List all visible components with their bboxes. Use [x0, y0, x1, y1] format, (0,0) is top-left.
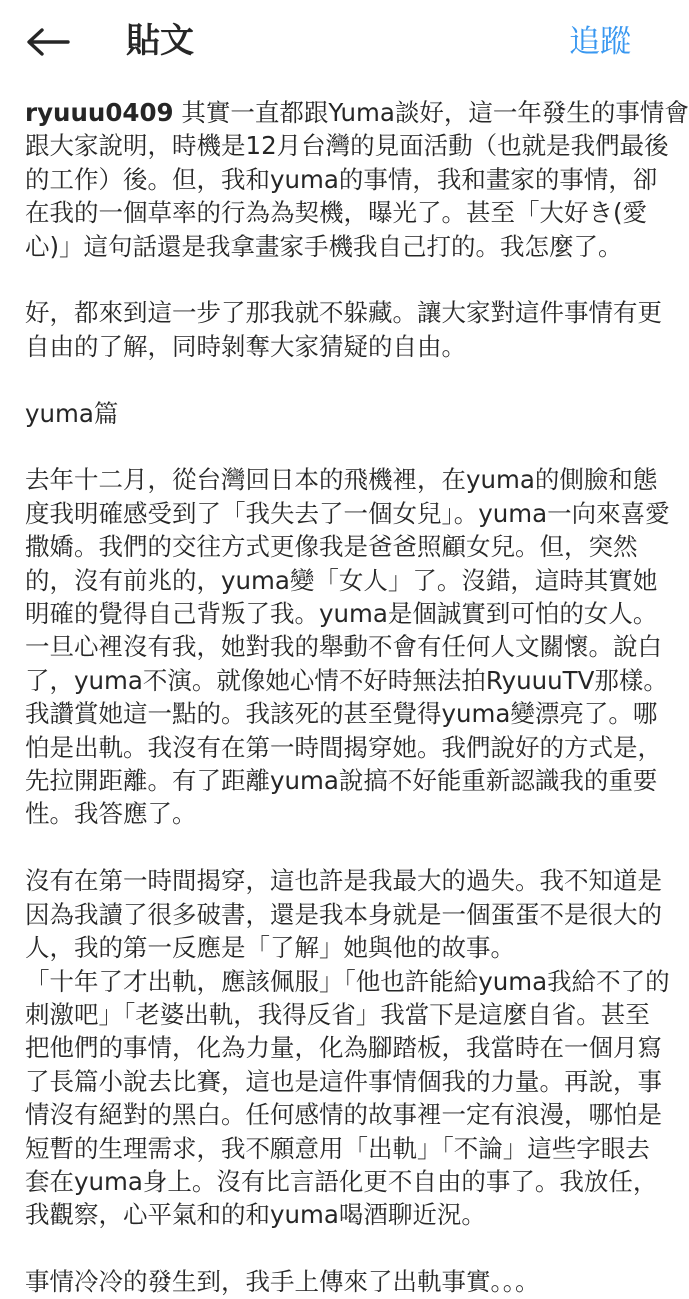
caption-line: 短暫的生理需求，我不願意用「出軌」「不論」這些字眼去: [25, 1133, 650, 1163]
page-title: 貼文: [126, 21, 194, 61]
caption-paragraph: [25, 96, 689, 263]
caption-line: 明確的覺得自己背叛了我。yuma是個誠實到可怕的女人。: [25, 599, 658, 629]
caption-paragraph: [25, 397, 675, 430]
caption-line: 在我的一個草率的行為為契機，曝光了。甚至「大好き(愛: [25, 198, 648, 228]
arrow-left-icon: [26, 27, 70, 57]
caption-paragraph: [25, 296, 675, 363]
caption-line: 自由的了解，同時剝奪大家猜疑的自由。: [25, 331, 466, 361]
caption-paragraph: [25, 1265, 675, 1298]
caption-line: 「十年了才出軌，應該佩服」「他也許能給yuma我給不了的: [25, 966, 670, 996]
caption-line: 怕是出軌。我沒有在第一時間揭穿她。我們說好的方式是，: [25, 732, 662, 762]
caption-paragraph: [25, 864, 675, 1231]
follow-button[interactable]: 追蹤: [569, 24, 631, 60]
post-caption: [25, 96, 689, 1299]
caption-line: 我觀察，心平氣和的和yuma喝酒聊近況。: [25, 1200, 486, 1230]
top-bar: [0, 0, 689, 84]
caption-line: 先拉開距離。有了距離yuma說搞不好能重新認識我的重要: [25, 766, 658, 796]
caption-line: 刺激吧」「老婆出軌，我得反省」我當下是這麼自省。甚至: [25, 999, 650, 1029]
caption-line: 沒有在第一時間揭穿，這也許是我最大的過失。我不知道是: [25, 866, 662, 896]
back-button[interactable]: [24, 20, 72, 64]
caption-line: ryuuu0409 其實一直都跟Yuma談好，這一年發生的事情會: [25, 98, 689, 127]
caption-line: 撒嬌。我們的交往方式更像我是爸爸照顧女兒。但，突然: [25, 532, 638, 562]
caption-line: 了長篇小說去比賽，這也是這件事情個我的力量。再說，事: [25, 1066, 662, 1096]
section-heading: yuma篇: [25, 398, 119, 428]
caption-line: 一旦心裡沒有我，她對我的舉動不會有任何人文關懷。說白: [25, 632, 662, 662]
caption-line: 人，我的第一反應是「了解」她與他的故事。: [25, 933, 515, 963]
caption-line: 去年十二月，從台灣回日本的飛機裡，在yuma的側臉和態: [25, 465, 658, 495]
caption-line: 度我明確感受到了「我失去了一個女兒」。yuma一向來喜愛: [25, 498, 670, 528]
caption-line: 了，yuma不演。就像她心情不好時無法拍RyuuuTV那樣。: [25, 665, 668, 695]
caption-line: 我讚賞她這一點的。我該死的甚至覺得yuma變漂亮了。哪: [25, 699, 658, 729]
caption-line: 因為我讀了很多破書，還是我本身就是一個蛋蛋不是很大的: [25, 899, 662, 929]
caption-line: 好，都來到這一步了那我就不躲藏。讓大家對這件事情有更: [25, 298, 662, 328]
caption-line: 跟大家說明，時機是12月台灣的見面活動（也就是我們最後: [25, 131, 669, 161]
caption-line: 的，沒有前兆的，yuma變「女人」了。沒錯，這時其實她: [25, 565, 658, 595]
caption-line: 把他們的事情，化為力量，化為腳踏板，我當時在一個月寫: [25, 1033, 662, 1063]
caption-line: 套在yuma身上。沒有比言語化更不自由的事了。我放任，: [25, 1166, 658, 1196]
caption-paragraph: [25, 463, 675, 830]
username-link[interactable]: ryuuu0409: [25, 98, 174, 127]
caption-line: 情沒有絕對的黑白。任何感情的故事裡一定有浪漫，哪怕是: [25, 1100, 662, 1130]
caption-line: 的工作）後。但，我和yuma的事情，我和畫家的事情，卻: [25, 164, 658, 194]
caption-line: 事情冷冷的發生到，我手上傳來了出軌事實。。。: [25, 1267, 540, 1297]
caption-line: 性。我答應了。: [25, 799, 197, 829]
caption-line: 心)」這句話還是我拿畫家手機我自己打的。我怎麼了。: [25, 231, 623, 261]
